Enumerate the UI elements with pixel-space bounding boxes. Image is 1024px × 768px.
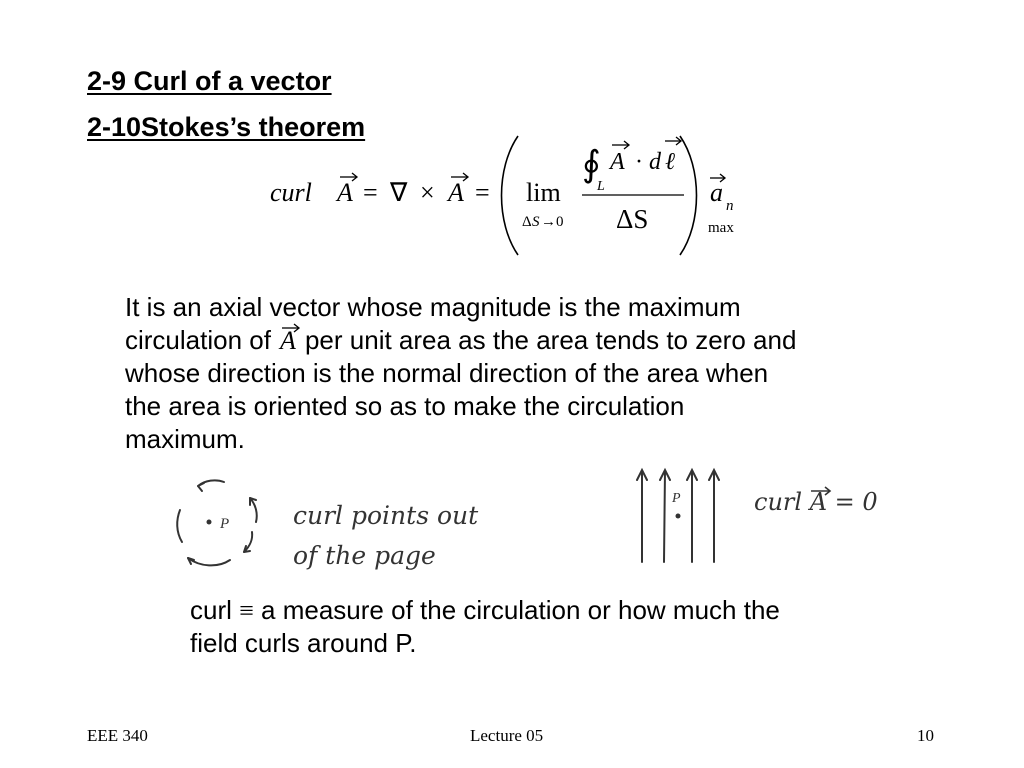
definition-line-2: field curls around P. xyxy=(190,628,417,658)
circulation-arrow-right xyxy=(250,498,257,522)
identical-symbol: ≡ xyxy=(239,596,254,625)
formula-d: d xyxy=(649,149,661,175)
paragraph-line: whose direction is the normal direction of the area when xyxy=(125,358,769,388)
formula-dot: · xyxy=(635,149,643,175)
formula-equals-1: = xyxy=(363,178,378,207)
formula-subscript-max: max xyxy=(708,220,734,236)
point-p-dot xyxy=(207,520,212,525)
formula-left-paren xyxy=(502,136,519,255)
circulation-arrow-left xyxy=(177,510,182,542)
footer-lecture: Lecture 05 xyxy=(470,726,544,745)
curl-definition xyxy=(190,594,950,660)
parallel-field-sketch xyxy=(630,462,730,572)
formula-cross: × xyxy=(420,178,435,207)
formula-unit-vector-a xyxy=(710,174,725,207)
definition-line-1: a measure of the circulation or how much the xyxy=(261,595,780,625)
vector-a-symbol: A xyxy=(271,324,305,357)
formula-vector-a2 xyxy=(446,173,468,207)
paragraph-line: maximum. xyxy=(125,424,245,454)
formula-vector-a3 xyxy=(608,141,629,175)
definition-curl-word: curl xyxy=(190,595,232,625)
field-arrow-1 xyxy=(637,470,647,562)
caption-vector-a: A xyxy=(810,488,827,516)
formula-equals-2: = xyxy=(475,178,490,207)
footer-page-number: 10 xyxy=(917,726,934,745)
curl-formula xyxy=(260,128,760,263)
formula-lim-arrow: →0 xyxy=(541,214,564,230)
field-arrow-2 xyxy=(660,470,670,562)
description-paragraph xyxy=(125,291,945,456)
svg-text:ℓ: ℓ xyxy=(665,149,675,175)
field-arrow-4 xyxy=(709,470,719,562)
point-p-label: P xyxy=(220,516,230,532)
svg-text:A: A xyxy=(448,178,464,207)
formula-integral-l: L xyxy=(597,179,605,194)
svg-text:A: A xyxy=(337,178,353,207)
formula-subscript-n: n xyxy=(726,198,734,214)
svg-text:A: A xyxy=(610,149,625,175)
field-point-p-label: P xyxy=(672,491,681,506)
formula-vector-ell xyxy=(665,137,681,175)
slide-title-curl: 2-9 Curl of a vector xyxy=(87,66,332,96)
footer-course: EEE 340 xyxy=(87,726,148,745)
curl-zero-caption: curl A = 0 xyxy=(754,488,878,516)
svg-text:a: a xyxy=(710,178,723,207)
paragraph-line-with-symbol: circulation of A per unit area as the area tends to zero and xyxy=(125,325,797,355)
formula-vector-a1 xyxy=(335,173,357,207)
formula-lim: lim xyxy=(526,178,561,207)
paragraph-line: It is an axial vector whose magnitude is the maximum xyxy=(125,292,741,322)
formula-lim-s: S xyxy=(532,214,540,230)
slide-title-stokes: 2-10Stokes’s theorem xyxy=(87,112,366,142)
formula-nabla: ∇ xyxy=(390,178,408,207)
curl-out-caption: curl points out of the page xyxy=(293,501,479,570)
formula-curl-word: curl xyxy=(270,178,312,207)
formula-denominator: ΔS xyxy=(616,204,649,234)
field-arrow-3 xyxy=(687,470,697,562)
paragraph-line: the area is oriented so as to make the circulation xyxy=(125,391,685,421)
field-point-p-dot xyxy=(676,514,681,519)
formula-contour-integral: ∮ xyxy=(582,144,601,184)
circulation-sketch xyxy=(160,470,280,580)
formula-lim-delta: Δ xyxy=(522,214,532,230)
